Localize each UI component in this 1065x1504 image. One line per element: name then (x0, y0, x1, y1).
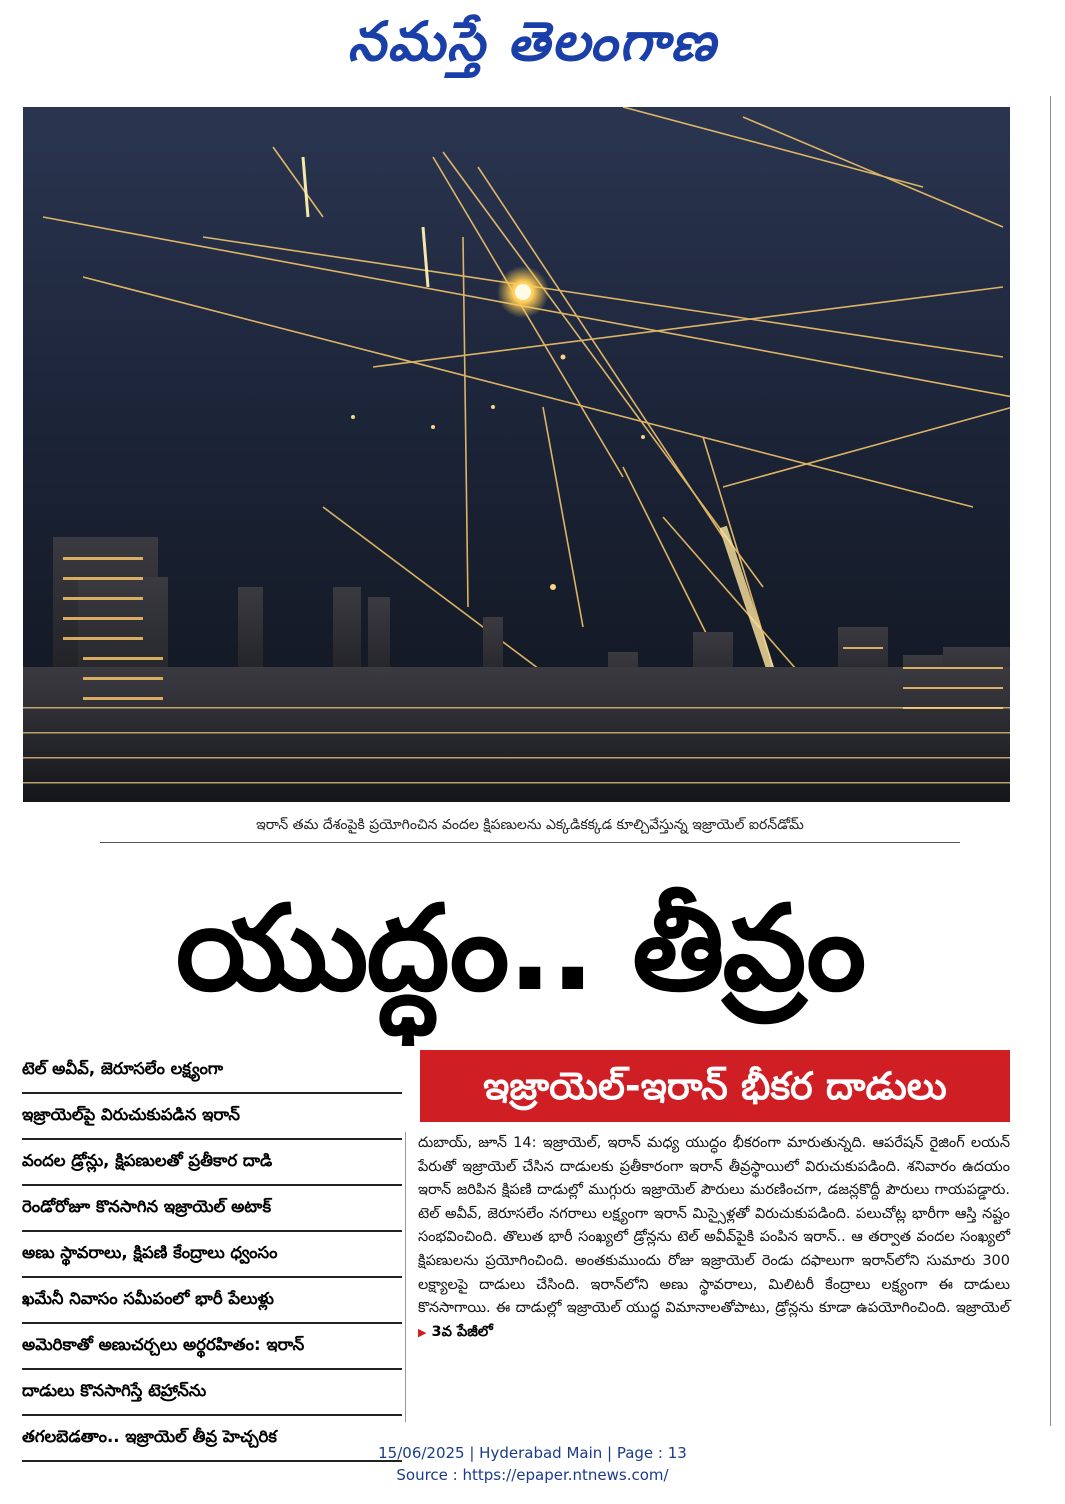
headline-text: యుద్ధం.. తీవ్రం (175, 879, 865, 1017)
masthead-title: నమస్తే తెలంగాణ (347, 9, 718, 73)
highlights-list (22, 1048, 402, 1462)
subheadline-banner (420, 1050, 1010, 1122)
continued-label: 3వ పేజీలో (431, 1323, 493, 1340)
lead-photo (23, 107, 1010, 802)
night-sky-missile-interception-photo (23, 107, 1010, 802)
article-body (418, 1132, 1010, 1344)
triangle-right-icon: ▶ (418, 1325, 427, 1339)
highlight-item: దాడులు కొనసాగిస్తే టెహ్రాన్‌ను (22, 1370, 402, 1416)
highlight-item: ఇజ్రాయెల్‌పై విరుచుకుపడిన ఇరాన్ (22, 1094, 402, 1140)
highlight-item: అణు స్థావరాలు, క్షిపణి కేంద్రాలు ధ్వంసం (22, 1232, 402, 1278)
column-divider (1050, 96, 1051, 1426)
highlight-item: ఖమేనీ నివాసం సమీపంలో భారీ పేలుళ్లు (22, 1278, 402, 1324)
highlight-item: టెల్ అవీవ్, జెరూసలేం లక్ష్యంగా (22, 1048, 402, 1094)
continued-marker[interactable] (418, 1324, 493, 1340)
footer-source[interactable]: Source : https://epaper.ntnews.com/ (396, 1466, 669, 1484)
masthead (0, 6, 1065, 76)
photo-caption-box (100, 808, 960, 843)
subheadline-text: ఇజ్రాయెల్-ఇరాన్ భీకర దాడులు (483, 1064, 947, 1108)
footer-dateline: 15/06/2025 | Hyderabad Main | Page : 13 (378, 1444, 687, 1462)
highlight-item: అమెరికాతో అణుచర్చలు అర్థరహితం: ఇరాన్ (22, 1324, 402, 1370)
highlight-item: రెండోరోజూ కొనసాగిన ఇజ్రాయెల్ అటాక్ (22, 1186, 402, 1232)
highlight-item: తగలబెడతాం.. ఇజ్రాయెల్ తీవ్ర హెచ్చరిక (22, 1416, 402, 1462)
highlight-item: వందల డ్రోన్లు, క్షిపణులతో ప్రతీకార దాడి (22, 1140, 402, 1186)
photo-caption: ఇరాన్ తమ దేశంపైకి ప్రయోగించిన వందల క్షిపణులను ఎక్కడికక్కడ కూల్చివేస్తున్న ఇజ్రాయెల్ ఐరన్‌డోమ్ (256, 817, 804, 833)
article-divider (405, 1132, 406, 1422)
article-text: దుబాయ్, జూన్ 14: ఇజ్రాయెల్, ఇరాన్ మధ్య యుద్ధం భీకరంగా మారుతున్నది. ఆపరేషన్ రైజింగ్ లయన్ పేరుతో ఇజ్రాయెల్ చేసిన దాడులకు ప్రతీకారంగా ఇరాన్ తీవ్రస్థాయిలో విరుచుకుపడింది. శనివారం ఉదయం ఇరాన్ జరిపిన క్షిపణి దాడుల్లో ముగ్గురు ఇజ్రాయెల్ పౌరులు మరణించగా, డజన్లకొద్దీ పౌరులు గాయపడ్డారు. టెల్ అవీవ్, జెరూసలేం నగరాలు లక్ష్యంగా ఇరాన్ మిస్సైళ్లతో విరుచుకుపడింది. పలుచోట్ల భారీగా ఆస్తి నష్టం సంభవించింది. తొలుత భారీ సంఖ్యలో డ్రోన్లను టెల్ అవీవ్‌పైకి పంపిన ఇరాన్.. ఆ తర్వాత వందల సంఖ్యలో క్షిపణులను ప్రయోగించింది. అంతకుముందు రోజు ఇజ్రాయెల్ రెండు దఫాలుగా ఇరాన్‌లోని సుమారు 300 లక్ష్యాలపై దాడులు చేసింది. ఇరాన్‌లోని అణు స్థావరాలు, మిలిటరీ కేంద్రాలు లక్ష్యంగా ఈ దాడులు కొనసాగాయి. ఈ దాడుల్లో ఇజ్రాయెల్ యుద్ధ విమానాలతోపాటు, డ్రోన్లను కూడా ఉపయోగించింది. ఇజ్రాయెల్ (418, 1135, 1010, 1317)
headline (20, 858, 1020, 1058)
